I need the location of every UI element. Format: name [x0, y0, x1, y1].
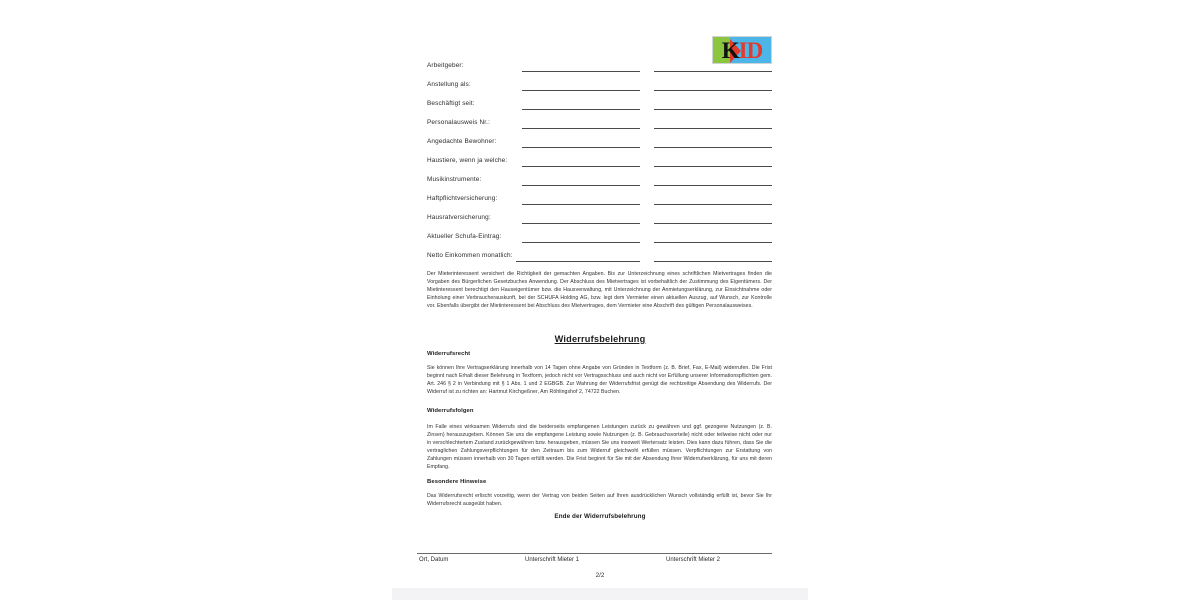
field-input-aktueller-schufa-eintrag-1[interactable] [522, 242, 640, 243]
field-input-beschaeftigt-seit-1[interactable] [522, 109, 640, 110]
page-break-band [392, 588, 808, 600]
tenant-form-fields [392, 60, 808, 269]
form-row [392, 155, 808, 174]
field-label-arbeitgeber: Arbeitgeber: [427, 62, 464, 69]
field-input-hausratversicherung-2[interactable] [654, 223, 772, 224]
field-input-anstellung-als-1[interactable] [522, 90, 640, 91]
form-row [392, 250, 808, 269]
page-number: 2/2 [595, 572, 605, 579]
field-label-netto-einkommen-monatlich: Netto Einkommen monatlich: [427, 252, 513, 259]
field-label-personalausweis-nr: Personalausweis Nr.: [427, 119, 491, 126]
revocation-title: Widerrufsbelehrung [554, 334, 646, 344]
signature-label-mieter-1: Unterschrift Mieter 1 [525, 557, 580, 563]
field-label-anstellung-als: Anstellung als: [427, 81, 471, 88]
field-label-hausratversicherung: Hausratversicherung: [427, 214, 491, 221]
field-input-haftpflichtversicherung-1[interactable] [522, 204, 640, 205]
field-input-beschaeftigt-seit-2[interactable] [654, 109, 772, 110]
field-input-hausratversicherung-1[interactable] [522, 223, 640, 224]
field-label-angedachte-bewohner: Angedachte Bewohner: [427, 138, 497, 145]
revocation-end-label: Ende der Widerrufsbelehrung [554, 513, 646, 520]
form-row [392, 60, 808, 79]
signature-label-ort-datum: Ort, Datum [419, 557, 449, 563]
form-row [392, 79, 808, 98]
field-input-netto-einkommen-monatlich-2[interactable] [654, 261, 772, 262]
field-label-haftpflichtversicherung: Haftpflichtversicherung: [427, 195, 498, 202]
field-input-musikinstrumente-1[interactable] [522, 185, 640, 186]
field-input-arbeitgeber-1[interactable] [522, 71, 640, 72]
field-input-haustiere-1[interactable] [522, 166, 640, 167]
field-input-aktueller-schufa-eintrag-2[interactable] [654, 242, 772, 243]
field-label-musikinstrumente: Musikinstrumente: [427, 176, 482, 183]
form-row [392, 98, 808, 117]
field-input-musikinstrumente-2[interactable] [654, 185, 772, 186]
revocation-consequences-heading: Widerrufsfolgen [427, 408, 474, 414]
revocation-notes-heading: Besondere Hinweise [427, 479, 487, 485]
field-input-angedachte-bewohner-1[interactable] [522, 147, 640, 148]
form-row [392, 231, 808, 250]
field-label-aktueller-schufa-eintrag: Aktueller Schufa-Eintrag: [427, 233, 502, 240]
field-label-beschaeftigt-seit: Beschäftigt seit: [427, 100, 475, 107]
logo-letter-k: K [721, 37, 739, 63]
signature-rule [417, 553, 772, 554]
logo-letter-d: D [746, 37, 763, 63]
form-row [392, 174, 808, 193]
revocation-right-text: Sie können Ihre Vertragserklärung innerhalb von 14 Tagen ohne Angabe von Gründen in Textform (z. B. Brief, Fax, E-Mail) widerrufen. Die Frist beginnt nach Erhalt dieser Belehrung in Textform, jedoch nicht vor Vertragsschluss und auch nicht vor Erfüllung unserer Informationspflichten gem. Art. 246 § 2 in Verbindung mit § 1 Abs. 1 und 2 EGBGB. Zur Wahrung der Widerrufsfrist genügt die rechtzeitige Absendung des Widerrufs. Der Widerruf ist zu richten an: Hartmut Kirchgeßner, Am Röhlingshof 2, 74722 Buchen. [427, 365, 772, 396]
form-row [392, 117, 808, 136]
form-row [392, 136, 808, 155]
field-input-anstellung-als-2[interactable] [654, 90, 772, 91]
signature-label-mieter-2: Unterschrift Mieter 2 [666, 557, 721, 563]
field-input-haustiere-2[interactable] [654, 166, 772, 167]
field-input-netto-einkommen-monatlich-1[interactable] [516, 261, 640, 262]
form-row [392, 212, 808, 231]
form-row [392, 193, 808, 212]
field-input-personalausweis-nr-2[interactable] [654, 128, 772, 129]
field-input-haftpflichtversicherung-2[interactable] [654, 204, 772, 205]
logo-letter-i: I [738, 37, 747, 63]
field-input-personalausweis-nr-1[interactable] [522, 128, 640, 129]
field-label-haustiere: Haustiere, wenn ja welche: [427, 157, 508, 164]
field-input-arbeitgeber-2[interactable] [654, 71, 772, 72]
revocation-right-heading: Widerrufsrecht [427, 351, 471, 357]
revocation-notes-text: Das Widerrufsrecht erlischt vorzeitig, wenn der Vertrag von beiden Seiten auf Ihren ausdrücklichen Wunsch vollständig erfüllt ist, bevor Sie Ihr Widerrufsrecht ausgeübt haben. [427, 493, 772, 508]
declaration-paragraph: Der Mieterinteressent versichert die Richtigkeit der gemachten Angaben. Bis zur Unterzeichnung eines schriftlichen Mietvertrages finden die Vorgaben des Bürgerlichen Gesetzbuches Anwendung. Der Abschluss des Mietvertrages ist vorbehaltlich der Zustimmung des Eigentümers. Der Mietinteressent berechtigt den Hauseigentümer bzw. die Hausverwaltung, mit Unterzeichnung der Anmietungserklärung, zur Einsichtnahme oder Einholung einer Verbraucherauskunft, bei der SCHUFA Holding AG, bzw. legt dem Vermieter einen aktuellen Auszug, auf Wunsch, zur Kontrolle vor. Ebenfalls übergibt der Mietinteressent bei Abschluss des Mietvertrages, dem Vermieter eine Abschrift des gültigen Personalausweises. [427, 271, 772, 310]
field-input-angedachte-bewohner-2[interactable] [654, 147, 772, 148]
document-page [392, 0, 808, 588]
revocation-consequences-text: Im Falle eines wirksamen Widerrufs sind die beiderseits empfangenen Leistungen zurück zu gewähren und ggf. gezogene Nutzungen (z. B. Zinsen) herauszugeben. Können Sie uns die empfangene Leistung sowie Nutzungen (z. B. Gebrauchsvorteile) nicht oder teilweise nicht oder nur in verschlechtertem Zustand zurückgewähren bzw. herausgeben, müssen Sie uns insoweit Wertersatz leisten. Dies kann dazu führen, dass Sie die vertraglichen Zahlungsverpflichtungen für den Zeitraum bis zum Widerruf gleichwohl erfüllen müssen. Verpflichtungen zur Erstattung von Zahlungen müssen innerhalb von 30 Tagen erfüllt werden. Die Frist beginnt für Sie mit der Absendung Ihrer Widerrufserklärung, für uns mit deren Empfang. [427, 424, 772, 471]
